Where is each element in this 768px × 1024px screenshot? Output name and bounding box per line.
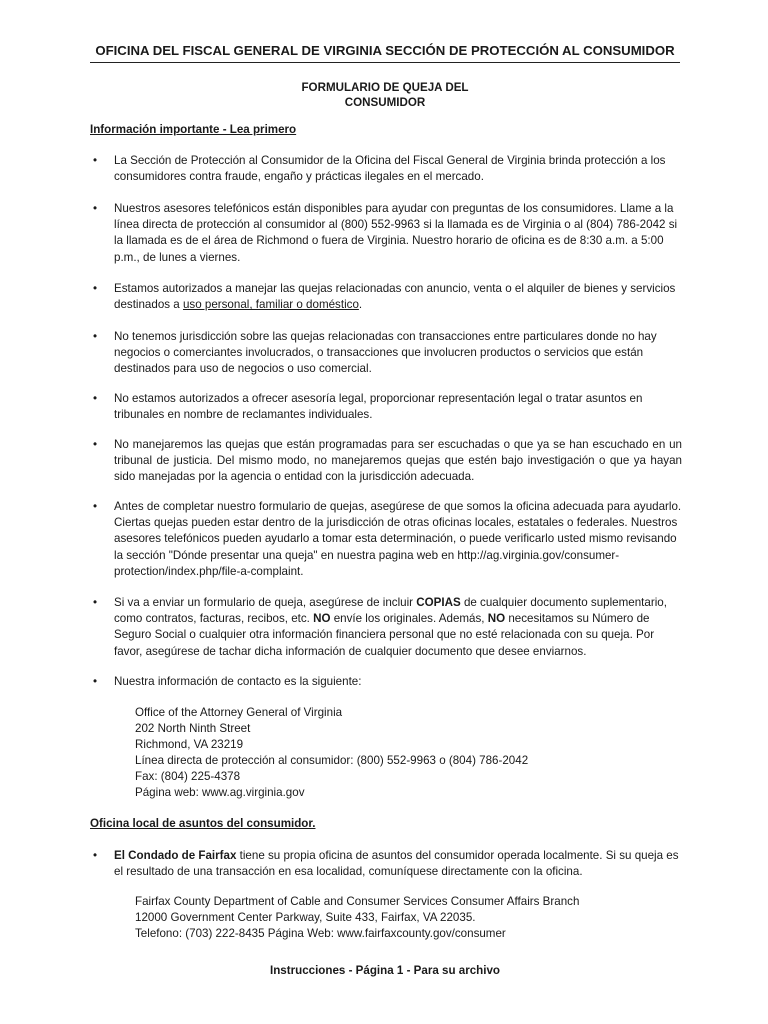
- contact-line: Richmond, VA 23219: [135, 738, 244, 751]
- contact-address: [135, 705, 528, 801]
- fairfax-address: [135, 894, 579, 942]
- bullet-text: [114, 848, 682, 880]
- bullet-marker: •: [92, 596, 98, 609]
- bullet-text: No tenemos jurisdicción sobre las quejas relacionadas con transacciones entre particulares donde no hay negocios o comerciantes involucrados, o transacciones que involucren productos o servicios que están destinados para uso de negocios o uso comercial.: [114, 330, 657, 376]
- bullet-marker: •: [92, 500, 98, 513]
- form-title-line1: FORMULARIO DE QUEJA DEL: [301, 81, 469, 94]
- bullet-text: La Sección de Protección al Consumidor de la Oficina del Fiscal General de Virginia brinda protección a los consumidores contra fraude, engaño y prácticas ilegales en el mercado.: [114, 154, 666, 184]
- bullet-text: [114, 281, 682, 313]
- bullet-item: [90, 674, 682, 690]
- bullet-text: Nuestra información de contacto es la siguiente:: [114, 675, 362, 688]
- important-info-heading: Información importante - Lea primero: [90, 123, 297, 136]
- bullet-text: [114, 595, 682, 660]
- bullet-text-part: Estamos autorizados a manejar las quejas relacionadas con anuncio, venta o el alquiler de bienes y servicios destinados a: [114, 282, 676, 312]
- form-title-line2: CONSUMIDOR: [344, 96, 426, 109]
- bullet-marker: •: [92, 330, 98, 343]
- bold-text: NO: [487, 612, 506, 626]
- bullet-item: [90, 201, 682, 266]
- contact-line: Página web: www.ag.virginia.gov: [135, 786, 305, 799]
- bullet-marker: •: [92, 392, 98, 405]
- bullet-item: [90, 391, 682, 423]
- bullet-text-part: .: [358, 298, 363, 312]
- bullet-text: Antes de completar nuestro formulario de quejas, asegúrese de que somos la oficina adecuada para ayudarlo. Ciertas quejas pueden estar dentro de la jurisdicción de otras oficinas locales, estatales o federales. Nuestros asesores telefónicos pueden ayudarlo a tomar esta determinación, o puede verificarlo usted mismo revisando la sección "Dónde presentar una queja" en nuestra pagina web en http://ag.virginia.gov/consumer-protection/index.php/file-a-complaint.: [114, 500, 682, 578]
- contact-line: Fax: (804) 225-4378: [135, 770, 241, 783]
- bullet-item: [90, 848, 682, 880]
- address-line: Telefono: (703) 222-8435 Página Web: www.fairfaxcounty.gov/consumer: [135, 927, 506, 940]
- bullet-marker: •: [92, 282, 98, 295]
- bold-text: NO: [313, 612, 331, 626]
- contact-line: Línea directa de protección al consumidor: (800) 552-9963 o (804) 786-2042: [135, 754, 529, 767]
- bullet-item: [90, 499, 682, 580]
- bullet-item: [90, 329, 682, 378]
- bullet-marker: •: [92, 849, 98, 862]
- address-line: Fairfax County Department of Cable and Consumer Services Consumer Affairs Branch: [135, 895, 580, 908]
- bullet-text-part: de cualquier documento suplementario, como contratos, facturas, recibos, etc.: [114, 596, 667, 626]
- bullet-text: No estamos autorizados a ofrecer asesoría legal, proporcionar representación legal o tratar asuntos en tribunales en nombre de reclamantes individuales.: [114, 392, 643, 422]
- bullet-text-part: necesitamos su Número de Seguro Social o cualquier otra información financiera personal que no esté relacionada con su queja. Por favor, asegúrese de tachar dicha información de cualquier documento que desee enviarnos.: [114, 612, 655, 658]
- bullet-marker: •: [92, 202, 98, 215]
- underlined-text: uso personal, familiar o doméstico: [182, 298, 359, 312]
- bullet-marker: •: [92, 154, 98, 167]
- bullet-text: Nuestros asesores telefónicos están disponibles para ayudar con preguntas de los consumidores. Llame a la línea directa de protección al consumidor al (800) 552-9963 si la llamada es de Virginia o al (804) 786-2042 si la llamada es de el área de Richmond o fuera de Virginia. Nuestro horario de oficina es de 8:30 a.m. a 5:00 p.m., de lunes a viernes.: [114, 202, 678, 264]
- bullet-text-part: envíe los originales. Además,: [330, 612, 488, 626]
- form-title: [90, 80, 680, 110]
- bold-text: El Condado de Fairfax: [114, 849, 237, 862]
- bullet-item: [90, 437, 682, 486]
- contact-line: Office of the Attorney General of Virginia: [135, 706, 343, 719]
- bullet-item: [90, 595, 682, 660]
- address-line: 12000 Government Center Parkway, Suite 433, Fairfax, VA 22035.: [135, 911, 476, 924]
- bold-text: COPIAS: [416, 596, 461, 609]
- bullet-text: No manejaremos las quejas que están programadas para ser escuchadas o que ya se han escuchado en un tribunal de justicia. Del mismo modo, no manejaremos quejas que estén bajo investigación o que ya hayan sido manejadas por la agencia o entidad con la jurisdicción adecuada.: [114, 438, 682, 484]
- local-office-heading: Oficina local de asuntos del consumidor.: [90, 817, 316, 830]
- bullet-text-part: Si va a enviar un formulario de queja, asegúrese de incluir: [114, 596, 417, 609]
- bullet-text-part: tiene su propia oficina de asuntos del consumidor operada localmente. Si su queja es el resultado de una transacción en esa localidad, comuníquese directamente con la oficina.: [114, 849, 679, 879]
- page-header: OFICINA DEL FISCAL GENERAL DE VIRGINIA SECCIÓN DE PROTECCIÓN AL CONSUMIDOR: [90, 43, 680, 63]
- bullet-marker: •: [92, 438, 98, 451]
- bullet-marker: •: [92, 675, 98, 688]
- contact-line: 202 North Ninth Street: [135, 722, 251, 735]
- page-footer: Instrucciones - Página 1 - Para su archivo: [269, 964, 501, 977]
- bullet-item: [90, 153, 682, 185]
- bullet-item: [90, 281, 682, 313]
